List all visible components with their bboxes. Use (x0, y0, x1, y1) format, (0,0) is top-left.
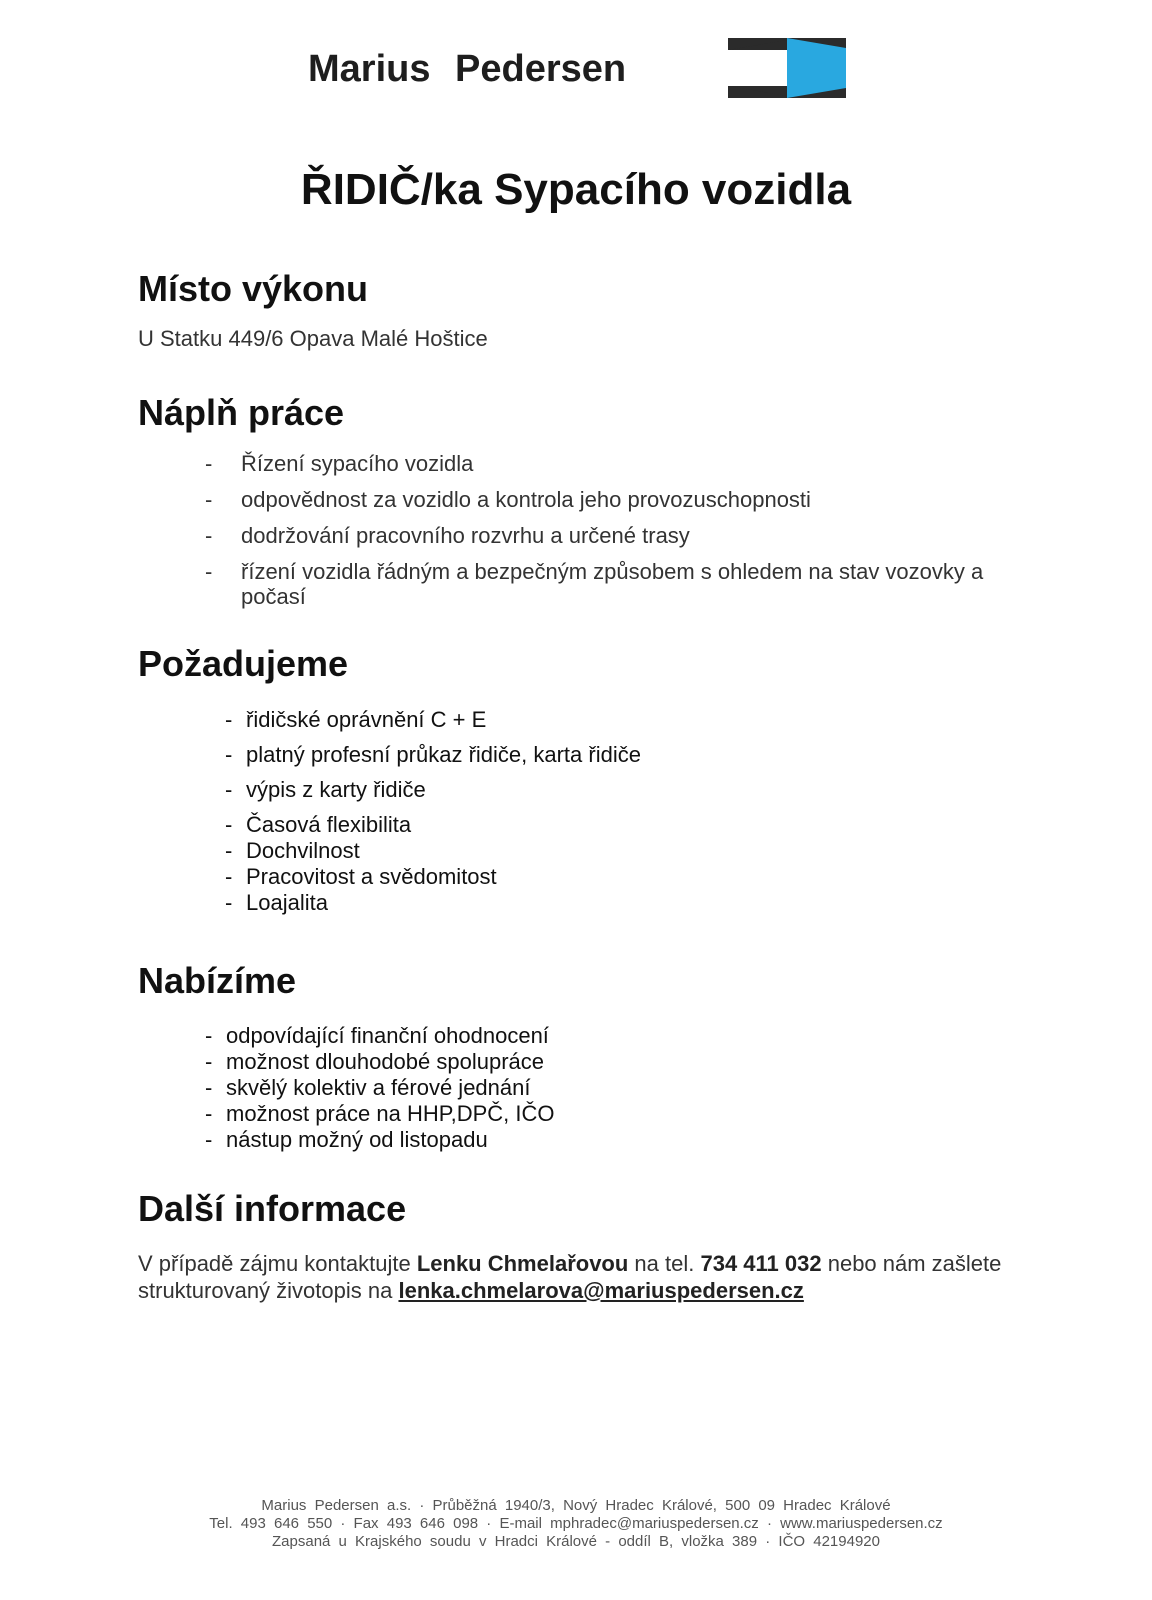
list-item: - nástup možný od listopadu (205, 1127, 488, 1152)
list-item: - řidičské oprávnění C + E (225, 707, 487, 732)
job-title: ŘIDIČ/ka Sypacího vozidla (300, 165, 852, 214)
location-text: U Statku 449/6 Opava Malé Hoštice (138, 326, 488, 351)
duties-list (205, 451, 1015, 620)
contact-email-link[interactable]: lenka.chmelarova@mariuspedersen.cz (398, 1278, 804, 1303)
footer-line-contacts: Tel. 493 646 550 · Fax 493 646 098 · E-mail mphradec@mariuspedersen.cz · www.mariuspedersen.cz (209, 1515, 943, 1532)
contact-phone: 734 411 032 (700, 1251, 822, 1276)
offers-list (205, 1023, 555, 1153)
location-heading: Místo výkonu (138, 268, 369, 309)
duties-heading: Náplň práce (138, 392, 345, 433)
list-item: - řízení vozidla řádným a bezpečným způsobem s ohledem na stav vozovky a počasí (205, 559, 984, 609)
contact-name: Lenku Chmelařovou (416, 1251, 629, 1276)
list-item: - platný profesní průkaz řidiče, karta řidiče (225, 742, 641, 767)
list-item: - Pracovitost a svědomitost (225, 864, 497, 889)
info-text: V případě zájmu kontaktujte Lenku Chmelařovou na tel. 734 411 032 nebo nám zašlete strukturovaný životopis na lenka.chmelarova@mariuspedersen.cz (138, 1251, 1002, 1303)
list-item: - výpis z karty řidiče (225, 777, 426, 802)
footer (0, 1497, 1152, 1551)
header (0, 0, 1152, 110)
list-item: - odpovědnost za vozidlo a kontrola jeho provozuschopnosti (205, 487, 811, 512)
list-item: - Časová flexibilita (225, 812, 412, 837)
footer-line-registration: Zapsaná u Krajského soudu v Hradci Králové - oddíl B, vložka 389 · IČO 42194920 (272, 1533, 880, 1550)
marius-pedersen-logo-icon (728, 38, 846, 98)
list-item: - Řízení sypacího vozidla (205, 451, 474, 476)
footer-line-address: Marius Pedersen a.s. · Průběžná 1940/3, Nový Hradec Králové, 500 09 Hradec Králové (261, 1497, 891, 1514)
requirements-list (225, 707, 641, 916)
list-item: - Dochvilnost (225, 838, 360, 863)
brand-name: Marius Pedersen (308, 48, 627, 90)
list-item: - možnost dlouhodobé spolupráce (205, 1049, 545, 1074)
list-item: - možnost práce na HHP,DPČ, IČO (205, 1101, 555, 1126)
list-item: - Loajalita (225, 890, 328, 915)
list-item: - skvělý kolektiv a férové jednání (205, 1075, 531, 1100)
list-item: - dodržování pracovního rozvrhu a určené trasy (205, 523, 690, 548)
list-item: - odpovídající finanční ohodnocení (205, 1023, 549, 1048)
info-heading: Další informace (138, 1188, 407, 1229)
offers-heading: Nabízíme (138, 960, 297, 1001)
requirements-heading: Požadujeme (138, 643, 349, 684)
